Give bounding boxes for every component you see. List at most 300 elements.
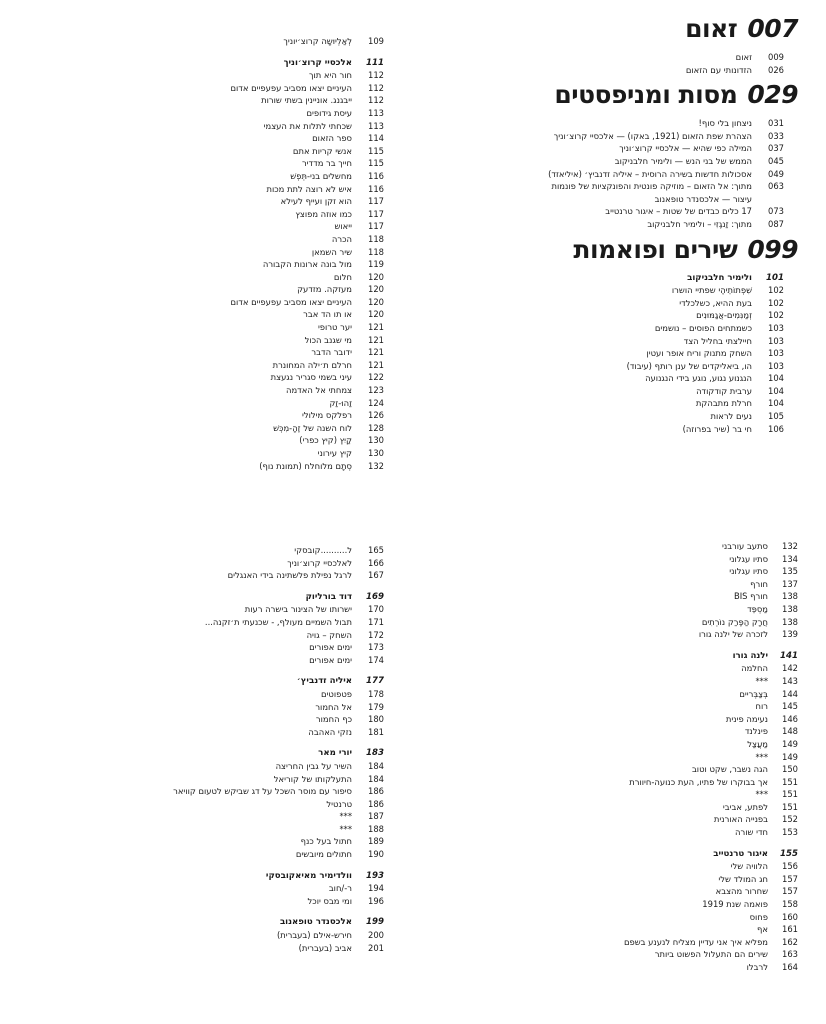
entry-title: ומי מבס יוכל	[307, 895, 352, 906]
entry-title: הצהרת שפת הזאום (1921, באקו) — אלכסיי קרוצ׳וניך	[553, 130, 752, 141]
entry-title: חדי שורה	[735, 827, 768, 838]
page-number: 184	[368, 773, 384, 784]
page-number: 121	[368, 322, 384, 333]
toc-entry	[240, 810, 398, 823]
page-number: 172	[368, 629, 384, 640]
page-number: 121	[368, 347, 384, 358]
page-number: 181	[368, 726, 384, 737]
page-number: 031	[768, 118, 784, 129]
toc-entry	[430, 578, 812, 591]
toc-column-top-left	[230, 35, 398, 472]
toc-entry	[240, 107, 398, 120]
entry-title: הנגנוע נגוע, נוגע בידי הנגנועה	[645, 373, 752, 384]
page-number: 116	[368, 170, 384, 181]
toc-entry	[240, 434, 398, 447]
entry-title: לְאַלְיוּשָה קרוצ׳יוניך	[283, 36, 352, 46]
toc-entry	[430, 347, 798, 360]
toc-entry	[430, 911, 812, 924]
author-name: דוד בורליוק	[305, 591, 352, 602]
page-number: 101	[766, 272, 784, 283]
section-title: זאום	[685, 14, 738, 43]
toc-section-heading	[430, 78, 798, 112]
toc-entry	[240, 132, 398, 145]
entry-title: מפליא איך אני עדיין מצליח לנענע בשפם	[623, 936, 768, 947]
entry-title: מעזקה. מזדעק	[297, 284, 352, 295]
entry-title: ישרותו של הצינור בישרה רעות	[244, 604, 352, 615]
page-number: 161	[782, 924, 798, 935]
entry-title: יער טרופי	[317, 322, 352, 333]
toc-author-heading	[240, 57, 398, 70]
entry-title: חג המולד שלי	[718, 873, 768, 884]
entry-title: חלום	[333, 271, 352, 282]
toc-entry	[430, 180, 798, 193]
entry-title: עיצור — אלכסנדר טופאנוב	[654, 193, 752, 204]
entry-title: אסכולות חדשות בשירה הרוסית – איליה זדנביץ׳ (איליאזד)	[548, 168, 752, 179]
page-number: 063	[768, 181, 784, 192]
page-number: 118	[368, 246, 384, 257]
page-number: 199	[366, 917, 384, 928]
author-name: ולימיר חלבניקוב	[687, 272, 752, 283]
entry-title: פואמה שנת 1919	[702, 899, 768, 910]
toc-author-heading	[430, 272, 798, 285]
page-number: 112	[368, 95, 384, 106]
toc-spacer	[240, 666, 398, 675]
toc-entry	[240, 170, 398, 183]
entry-title: מחשלים בני-תְּפְשׁ	[290, 170, 352, 181]
toc-entry	[240, 321, 398, 334]
page-number: 087	[768, 218, 784, 229]
toc-entry	[230, 296, 398, 309]
author-name: אלכסנדר טופאנוב	[279, 917, 352, 928]
page-number: 120	[368, 284, 384, 295]
entry-title: קיץ עירוני	[317, 448, 352, 458]
toc-spacer	[240, 738, 398, 747]
page-number: 132	[368, 460, 384, 471]
entry-title: הכרה	[331, 233, 352, 244]
entry-title: תבול השמיים מעולף, - שכנעתי ת׳זקנה...	[204, 616, 352, 627]
toc-entry	[430, 885, 812, 898]
page-number: 173	[368, 642, 384, 653]
entry-title: פטפוטים	[320, 688, 352, 699]
page-number: 167	[368, 570, 384, 581]
entry-title: לרבלו	[746, 962, 768, 972]
page-number: 117	[368, 208, 384, 219]
page-number: 102	[768, 285, 784, 296]
toc-entry	[240, 848, 398, 861]
toc-entry	[430, 193, 798, 206]
entry-title: סתיו עגלוני	[729, 553, 768, 564]
toc-entry	[430, 385, 798, 398]
entry-title: מול בונה ארונות הקבורה	[262, 259, 352, 270]
toc-entry	[240, 359, 398, 372]
entry-title: חורף	[750, 578, 768, 589]
toc-entry	[430, 603, 812, 616]
page-number: 146	[782, 713, 798, 724]
toc-entry	[430, 553, 812, 566]
entry-title: נזקי האהבה	[308, 726, 352, 737]
author-name: איגור טרנטייב	[713, 848, 768, 859]
toc-entry	[430, 64, 798, 77]
entry-title: ***	[755, 789, 768, 800]
entry-title: או תו הד אבר	[303, 309, 352, 320]
entry-title: אף	[757, 924, 768, 935]
toc-entry	[430, 873, 812, 886]
entry-title: חתולים מיובשים	[295, 849, 352, 860]
toc-entry	[240, 233, 398, 246]
entry-title: חרלם ת׳ילה המחונרת	[272, 359, 352, 370]
entry-title: נעימה פינית	[725, 713, 768, 724]
toc-entry	[430, 155, 798, 168]
toc-entry	[430, 801, 812, 814]
toc-entry	[240, 460, 398, 473]
toc-entry	[240, 271, 398, 284]
entry-title: ***	[339, 811, 352, 822]
page-number: 045	[768, 155, 784, 166]
page-number: 106	[768, 423, 784, 434]
page-number: 135	[782, 566, 798, 577]
page-number: 037	[768, 143, 784, 154]
page-number: 153	[782, 827, 798, 838]
entry-title: מַסְפֵּד	[747, 603, 768, 614]
entry-title: איש לא רוצה לתת מכות	[266, 183, 352, 194]
entry-title: הממש של בני הנש — ולימיר חלבניקוב	[614, 155, 752, 166]
entry-title: פחוס	[749, 911, 768, 922]
toc-entry	[430, 675, 812, 688]
page-number: 103	[768, 348, 784, 359]
author-name: ילנה גורו	[732, 650, 768, 661]
page-number: 151	[782, 789, 798, 800]
entry-title: בפנייה האורנית	[713, 814, 768, 825]
entry-title: עיסת גידופים	[306, 107, 352, 118]
page-number: 141	[780, 650, 798, 661]
toc-entry	[430, 826, 812, 839]
page-number: 170	[368, 604, 384, 615]
toc-column-bottom-left	[173, 544, 398, 954]
entry-title: צמחתי אל האדמה	[286, 385, 352, 396]
toc-entry	[240, 557, 398, 570]
entry-title: ל..........קובסקי	[294, 545, 352, 555]
entry-title: התעלקותו של קוריאל	[273, 773, 352, 784]
toc-entry	[430, 309, 798, 322]
entry-title: אביב (בעברית)	[298, 942, 352, 953]
page-number: 124	[368, 397, 384, 408]
author-name: וולדימיר מאיאקובסקי	[265, 870, 352, 881]
toc-entry	[430, 860, 812, 873]
page-number: 157	[782, 873, 798, 884]
toc-entry	[240, 283, 398, 296]
toc-entry	[430, 776, 812, 789]
toc-entry	[240, 688, 398, 701]
page-number: 177	[366, 676, 384, 687]
toc-entry	[240, 258, 398, 271]
toc-entry	[240, 371, 398, 384]
toc-entry	[240, 713, 398, 726]
entry-title: בעת ההיא, כשלכלדי	[679, 297, 752, 308]
toc-entry	[430, 360, 798, 373]
toc-entry	[430, 397, 798, 410]
section-number: 099	[747, 234, 798, 264]
page-number: 111	[366, 57, 384, 68]
page-number: 187	[368, 811, 384, 822]
entry-title: רפלקס מילולי	[302, 410, 352, 421]
toc-entry	[430, 813, 812, 826]
toc-entry	[430, 565, 812, 578]
toc-author-heading	[240, 870, 398, 883]
page-number: 120	[368, 309, 384, 320]
page-number: 142	[782, 663, 798, 674]
entry-title: הלוויה שלי	[730, 861, 768, 872]
page-number: 120	[368, 271, 384, 282]
toc-entry	[240, 603, 398, 616]
toc-author-heading	[430, 650, 812, 663]
page-number: 186	[368, 798, 384, 809]
entry-title: ערבית קודקודה	[696, 385, 752, 396]
toc-entry	[240, 701, 398, 714]
entry-title: לפתע, אביבי	[722, 801, 768, 812]
toc-entry	[430, 168, 798, 181]
toc-entry	[430, 961, 812, 974]
entry-title: אל החמור	[315, 701, 352, 712]
toc-entry	[240, 334, 398, 347]
entry-title: ימים אפורים	[309, 642, 352, 653]
page-number: 180	[368, 714, 384, 725]
page-number: 148	[782, 726, 798, 737]
page-number: 123	[368, 385, 384, 396]
page-number: 130	[368, 435, 384, 446]
toc-section-heading	[430, 12, 798, 46]
entry-title: קַיִץ (קיץ כפרי)	[299, 435, 352, 446]
page-number: 201	[368, 942, 384, 953]
entry-title: השחק מתנוק וריח אופר ועטין	[646, 348, 752, 359]
toc-entry	[240, 69, 398, 82]
page-number: 115	[368, 158, 384, 169]
entry-title: הזדונותי עם הזאום	[685, 64, 752, 75]
entry-title: כמו אוזה מפוצץ	[295, 208, 352, 219]
page-number: 104	[768, 398, 784, 409]
entry-title: סתיו עגלוני	[729, 566, 768, 577]
page-number: 117	[368, 221, 384, 232]
page-number: 122	[368, 372, 384, 383]
page-number: 103	[768, 360, 784, 371]
entry-title: החלמה	[741, 663, 768, 674]
page-number: 132	[782, 541, 798, 551]
entry-title: לזכרה של ילנה גורו	[698, 629, 768, 640]
toc-entry	[240, 882, 398, 895]
entry-title: חיילצתי בחליל הצד	[683, 335, 752, 346]
toc-entry	[240, 654, 398, 667]
page-number: 162	[782, 936, 798, 947]
toc-entry	[240, 544, 398, 557]
toc-entry	[240, 183, 398, 196]
page-number: 112	[368, 82, 384, 93]
entry-title: חי בר (שיר בפרוזה)	[682, 423, 752, 434]
toc-entry	[430, 616, 812, 629]
entry-title: הוא זקן ועייף לעילא	[280, 196, 352, 207]
toc-entry	[240, 157, 398, 170]
toc-entry	[430, 936, 812, 949]
page-number: 158	[782, 899, 798, 910]
toc-entry	[430, 628, 812, 641]
toc-spacer	[240, 48, 398, 57]
section-number: 007	[747, 14, 798, 43]
entry-title: חורף BIS	[733, 591, 768, 602]
entry-title: העיניים יצאו מסביב עפעפיים אדום	[230, 82, 352, 93]
toc-entry	[240, 308, 398, 321]
toc-entry	[240, 409, 398, 422]
entry-title: ספר הזאום	[312, 133, 352, 144]
page-number: 134	[782, 553, 798, 564]
author-name: אלכסיי קרוצ׳וניך	[283, 57, 352, 68]
entry-title: ידובר הדבר	[311, 347, 352, 358]
toc-spacer	[430, 839, 812, 848]
page-number: 200	[368, 930, 384, 941]
entry-title: שִׁפְתוֹתֵיהֶי שפתיי הושרו	[671, 285, 752, 296]
page-number: 151	[782, 776, 798, 787]
page-number: 184	[368, 760, 384, 771]
entry-title: חרלת מתבהקת	[695, 398, 752, 409]
page-number: 102	[768, 297, 784, 308]
toc-entry	[240, 35, 398, 48]
toc-entry	[430, 763, 812, 776]
toc-spacer	[240, 907, 398, 916]
toc-entry	[240, 145, 398, 158]
page-number: 166	[368, 557, 384, 568]
page-number: 118	[368, 233, 384, 244]
toc-spacer	[240, 582, 398, 591]
page-number: 179	[368, 701, 384, 712]
page-number: 163	[782, 949, 798, 960]
entry-title: הו, ביאליקדים של ענן רותף (עיבוד)	[626, 360, 752, 371]
entry-title: שכחתי לתלות את העצמי	[263, 120, 352, 131]
toc-entry	[430, 142, 798, 155]
page-number: 109	[368, 36, 384, 46]
entry-title: ר-/חוב	[328, 883, 352, 894]
entry-title: 17 כלים כבדים של שטות – איגור טרנטייב	[605, 206, 752, 217]
toc-entry	[430, 218, 798, 231]
toc-entry	[240, 942, 398, 955]
toc-entry	[430, 117, 798, 130]
entry-title: שירים הם התעלול הפשוט ביותר	[654, 949, 768, 960]
toc-entry	[240, 384, 398, 397]
toc-entry	[240, 195, 398, 208]
entry-title: ***	[755, 675, 768, 686]
page-number: 128	[368, 422, 384, 433]
entry-title: חתול בעל כנף	[300, 836, 352, 847]
entry-title: ***	[755, 751, 768, 762]
page-number: 138	[782, 591, 798, 602]
toc-entry	[430, 923, 812, 936]
page-number: 102	[768, 310, 784, 321]
page-number: 144	[782, 688, 798, 699]
entry-title: חייך בר מדדיר	[301, 158, 352, 169]
page-number: 174	[368, 654, 384, 665]
page-number: 156	[782, 861, 798, 872]
toc-entry	[240, 346, 398, 359]
entry-title: סיפור עם מוסר השכל על דג שביקש לטעום קוויאר	[173, 786, 352, 797]
toc-entry	[430, 688, 812, 701]
toc-section-heading	[430, 233, 798, 267]
page-number: 121	[368, 334, 384, 345]
page-number: 103	[768, 335, 784, 346]
entry-title: אנשי קריות אתם	[292, 145, 352, 156]
entry-title: השחק – גויה	[306, 629, 352, 640]
toc-column-bottom-right	[430, 540, 812, 974]
page-number: 104	[768, 385, 784, 396]
page-number: 116	[368, 183, 384, 194]
toc-entry	[173, 785, 398, 798]
entry-title: ייאוש	[334, 221, 352, 232]
entry-title: רוח	[755, 701, 768, 712]
entry-title: פינלנד	[744, 726, 768, 737]
toc-entry	[240, 422, 398, 435]
toc-entry	[240, 641, 398, 654]
entry-title: ***	[339, 823, 352, 834]
toc-entry	[430, 590, 812, 603]
page-number: 130	[368, 448, 384, 458]
page-number: 178	[368, 688, 384, 699]
page-number: 104	[768, 373, 784, 384]
toc-entry	[240, 823, 398, 836]
toc-entry	[430, 410, 798, 423]
page-number: 119	[368, 259, 384, 270]
page-number: 190	[368, 849, 384, 860]
page-number: 188	[368, 823, 384, 834]
toc-entry	[430, 662, 812, 675]
page-number: 186	[368, 786, 384, 797]
page-number: 137	[782, 578, 798, 589]
section-title: שירים ופואמות	[573, 234, 738, 264]
entry-title: ייבגנג. אוניינין בשתי שורות	[261, 95, 352, 106]
entry-title: כף החמור	[315, 714, 352, 725]
entry-title: אך בבוקרו של פתיו, העת כנועה-חיוורת	[629, 776, 768, 787]
toc-author-heading	[240, 747, 398, 760]
toc-column-top-right	[430, 10, 798, 435]
entry-title: מתוך: אל הזאום – מוזיקה פונטית והפונקציות של פונמות	[551, 181, 752, 192]
entry-title: חור היא תוך	[308, 70, 352, 81]
page-number: 169	[366, 591, 384, 602]
page-number: 120	[368, 296, 384, 307]
entry-title: עיני בשמי סגריר נגעצת	[270, 372, 352, 383]
entry-title: נעים לראות	[710, 411, 752, 422]
page-number: 103	[768, 322, 784, 333]
toc-entry	[430, 130, 798, 143]
page-number: 073	[768, 206, 784, 217]
page-number: 138	[782, 616, 798, 627]
entry-title: העיניים יצאו מסביב עפעפיים אדום	[230, 296, 352, 307]
page-number: 196	[368, 895, 384, 906]
entry-title: בְּצַבְּריים	[739, 688, 768, 699]
toc-spacer	[430, 641, 812, 650]
entry-title: השיר על גבין החריצה	[275, 760, 352, 771]
entry-title: חירש-אילם (בעברית)	[276, 930, 352, 941]
entry-title: הגה נשבר, שקט וטוב	[691, 764, 768, 775]
toc-entry	[240, 726, 398, 739]
toc-entry	[430, 725, 812, 738]
toc-entry	[230, 82, 398, 95]
page-number: 115	[368, 145, 384, 156]
page-number: 126	[368, 410, 384, 421]
toc-author-heading	[240, 591, 398, 604]
page-number: 117	[368, 196, 384, 207]
toc-entry	[430, 898, 812, 911]
toc-entry	[430, 751, 812, 764]
page-number: 155	[780, 848, 798, 859]
toc-entry	[240, 773, 398, 786]
entry-title: לרגל נפילת פלשתינה בידי האנגלים	[227, 570, 352, 581]
page-number: 139	[782, 629, 798, 640]
page-number: 160	[782, 911, 798, 922]
page-number: 150	[782, 764, 798, 775]
